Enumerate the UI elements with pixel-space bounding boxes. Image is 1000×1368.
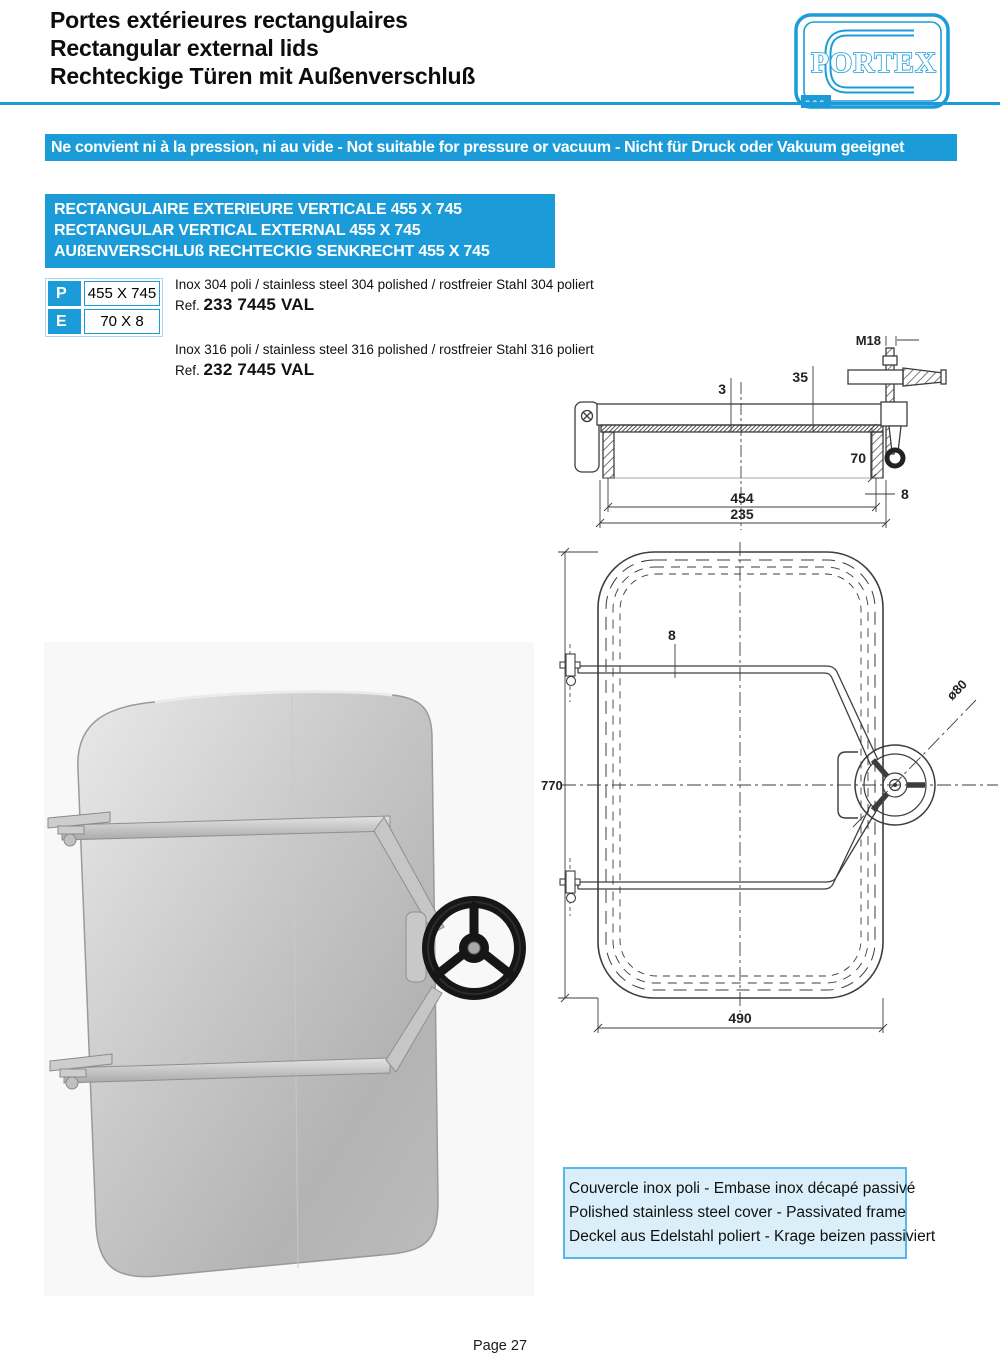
spec-key-e: E [48,309,81,334]
info-line-fr: Couvercle inox poli - Embase inox décapé passivé [569,1180,916,1197]
dim-490: 490 [728,1010,752,1026]
page-title-line-en: Rectangular external lids [50,35,319,61]
spec-value-e: 70 X 8 [84,309,160,334]
dim-235: 235 [730,506,754,522]
suitability-banner: Ne convient ni à la pression, ni au vide - Not suitable for pressure or vacuum - Nicht für Druck oder Vakuum geeignet [45,134,957,161]
logo-word: PORTEX [811,47,937,79]
page-title [50,6,475,90]
info-box [563,1167,936,1259]
dim-8: 8 [901,486,909,502]
info-line-en: Polished stainless steel cover - Passivated frame [569,1204,906,1221]
side-view-drawing [545,330,1000,535]
dim-m18: M18 [855,333,881,348]
dim-8-front: 8 [668,627,676,643]
ref-label: Ref. [175,298,204,313]
dim-dia80: ø80 [943,676,971,704]
info-line-de: Deckel aus Edelstahl poliert - Krage beizen passiviert [569,1228,936,1245]
variant-ref [175,360,605,380]
ref-number: 232 7445 VAL [203,360,315,379]
dim-770: 770 [541,778,563,793]
product-header-line-de: AUßENVERSCHLUß RECHTECKIG SENKRECHT 455 X 745 [54,243,490,260]
handwheel-drawing [838,745,935,825]
dim-454: 454 [730,490,754,506]
variant-material: Inox 316 poli / stainless steel 316 polished / rostfreier Stahl 316 poliert [175,342,594,357]
page-title-line-de: Rechteckige Türen mit Außenverschluß [50,63,476,89]
variant-304 [175,276,605,315]
page-title-line-fr: Portes extérieures rectangulaires [50,7,408,33]
product-header-line-fr: RECTANGULAIRE EXTERIEURE VERTICALE 455 X 745 [54,201,462,218]
product-header [45,194,555,268]
door-body [78,691,438,1276]
variant-material: Inox 304 poli / stainless steel 304 polished / rostfreier Stahl 304 poliert [175,277,594,292]
portex-logo-graphic [793,12,957,114]
variant-list [175,276,605,380]
page-number: Page 27 [472,1338,528,1354]
side-view-geometry [575,348,946,530]
spec-table [45,278,163,337]
variant-316 [175,341,605,380]
ref-label: Ref. [175,363,204,378]
ref-number: 233 7445 VAL [203,295,315,314]
front-view-drawing [540,540,1000,1045]
variant-ref [175,295,605,315]
front-view-geometry [558,542,998,1033]
spec-key-p: P [48,281,81,306]
dim-35: 35 [792,369,808,385]
dim-70: 70 [850,450,866,466]
header-divider [0,102,1000,105]
product-header-line-en: RECTANGULAR VERTICAL EXTERNAL 455 X 745 [54,222,421,239]
dim-3: 3 [718,381,726,397]
product-photo [40,640,540,1300]
spec-value-p: 455 X 745 [84,281,160,306]
